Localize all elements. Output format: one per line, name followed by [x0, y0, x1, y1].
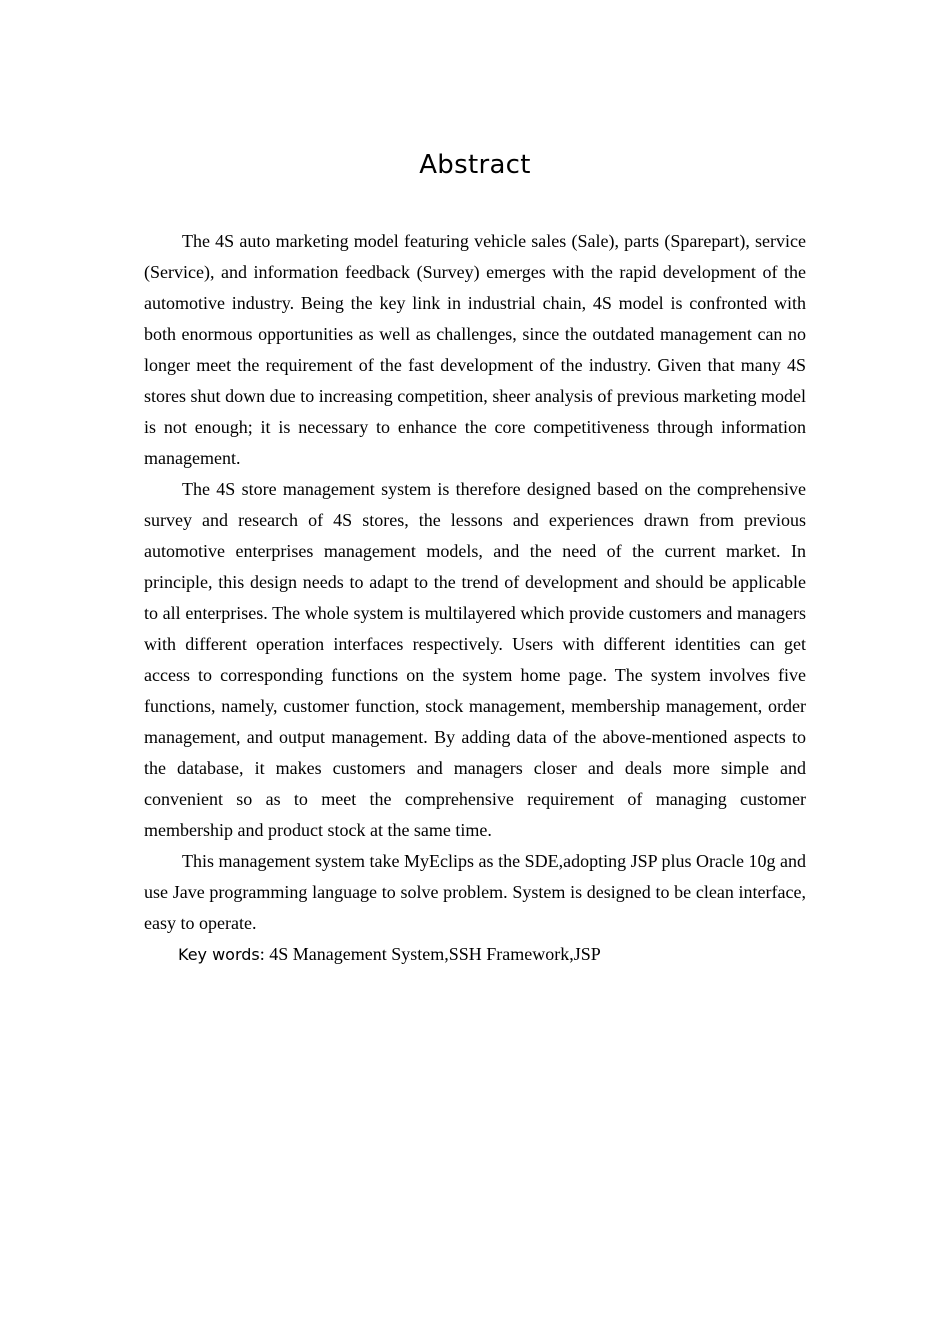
paragraph-1: The 4S auto marketing model featuring vehicle sales (Sale), parts (Sparepart), service (Service), and information feedback (Survey) emerges with the rapid development of the automotive industry. Being the key link in industrial chain, 4S model is confronted with both enormous opportunities as well as challenges, since the outdated management can no longer meet the requirement of the fast development of the industry. Given that many 4S stores shut down due to increasing competition, sheer analysis of previous marketing model is not enough; it is necessary to enhance the core competitiveness through information management.	[144, 231, 806, 468]
paragraph-2: The 4S store management system is therefore designed based on the comprehensive survey and research of 4S stores, the lessons and experiences drawn from previous automotive enterprises management models, and the need of the current market. In principle, this design needs to adapt to the trend of development and should be applicable to all enterprises. The whole system is multilayered which provide customers and managers with different operation interfaces respectively. Users with different identities can get access to corresponding functions on the system home page. The system involves five functions, namely, customer function, stock management, membership management, order management, and output management. By adding data of the above-mentioned aspects to the database, it makes customers and managers closer and deals more simple and convenient so as to meet the comprehensive requirement of managing customer membership and product stock at the same time.	[144, 479, 806, 840]
keywords-label: Key words	[178, 945, 260, 964]
abstract-body	[144, 226, 806, 970]
keywords-value: : 4S Management System,SSH Framework,JSP	[259, 944, 601, 964]
paragraph-3: This management system take MyEclips as the SDE,adopting JSP plus Oracle 10g and use Jave programming language to solve problem. System is designed to be clean interface, easy to operate.	[144, 851, 806, 933]
keywords-line	[144, 939, 806, 970]
page-title: Abstract	[419, 150, 531, 180]
